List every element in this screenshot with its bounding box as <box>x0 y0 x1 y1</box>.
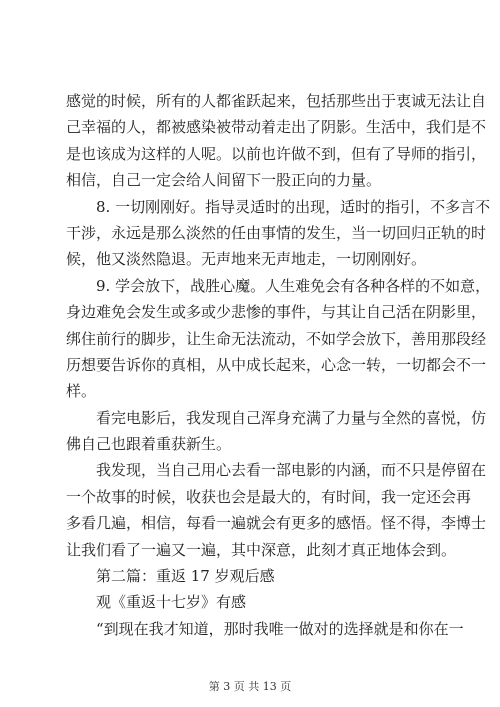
paragraph-line: 感觉的时候，所有的人都雀跃起来，包括那些出于衷诚无法让自 <box>66 92 487 110</box>
paragraph-line: 相信，自己一定会给人间留下一股正向的力量。 <box>66 171 382 190</box>
paragraph-line: 是也该成为这样的人呢。以前也许做不到，但有了导师的指引， <box>66 144 487 163</box>
document-body <box>66 88 491 642</box>
paragraph-line: 9. 学会放下，战胜心魔。人生难免会有各种各样的不如意， <box>96 276 491 295</box>
article-title: 观《重返十七岁》有感 <box>96 593 247 612</box>
paragraph-line: 一个故事的时候，收获也会是最大的，有时间，我一定还会再 <box>66 487 472 506</box>
paragraph-line: 身边难免会发生或多或少悲惨的事件，与其让自己活在阴影里， <box>66 303 487 322</box>
paragraph-line: 让我们看了一遍又一遍，其中深意，此刻才真正地体会到。 <box>66 540 457 559</box>
paragraph-line: 8. 一切刚刚好。指导灵适时的出现，适时的指引，不多言不 <box>96 197 491 216</box>
paragraph-line: “到现在我才知道，那时我唯一做对的选择就是和你在一 <box>96 619 464 638</box>
paragraph-line: 看完电影后，我发现自己浑身充满了力量与全然的喜悦，仿 <box>96 408 487 427</box>
paragraph-line: 干涉，永远是那么淡然的任由事情的发生，当一切回归正轨的时 <box>66 223 487 242</box>
page-footer: 第 3 页 共 13 页 <box>208 680 292 693</box>
paragraph-line: 绑住前行的脚步，让生命无法流动，不如学会放下，善用那段经 <box>66 329 487 348</box>
paragraph-line: 多看几遍，相信，每看一遍就会有更多的感悟。怪不得，李博士 <box>66 514 487 533</box>
paragraph-line: 历想要告诉你的真相，从中成长起来，心念一转，一切都会不一 <box>66 355 487 374</box>
section-heading: 第二篇：重返 17 岁观后感 <box>96 567 275 586</box>
paragraph-line: 我发现，当自己用心去看一部电影的内涵，而不只是停留在 <box>96 461 487 480</box>
paragraph-line: 样。 <box>66 382 97 401</box>
paragraph-line: 佛自己也跟着重获新生。 <box>66 435 232 454</box>
paragraph-line: 己幸福的人，都被感染被带动着走出了阴影。生活中，我们是不 <box>66 118 487 137</box>
paragraph-line: 候，他又淡然隐退。无声地来无声地走，一切刚刚好。 <box>66 250 427 269</box>
